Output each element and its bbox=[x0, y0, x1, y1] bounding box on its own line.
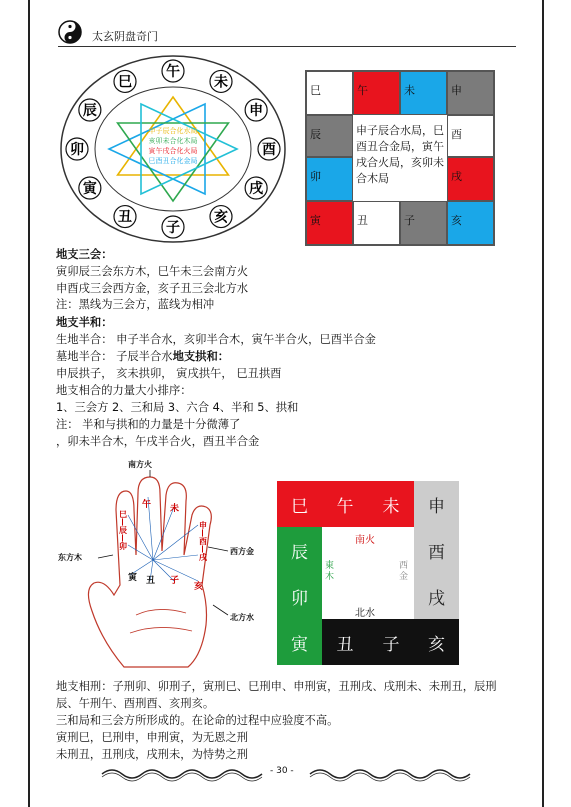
cell-label: 巳 bbox=[310, 84, 321, 97]
cell-label: 午 bbox=[357, 84, 368, 97]
section-heading-gonghe: 地支拱和： bbox=[172, 350, 230, 363]
cell-label: 卯 bbox=[310, 170, 321, 183]
text-line: 注：黑线为三会方，蓝线为相冲 bbox=[56, 298, 215, 311]
hand-branch-left-column: 巳—辰—卯 bbox=[118, 510, 128, 550]
yin-yang-icon bbox=[58, 20, 86, 44]
branch-label: 巳 bbox=[118, 74, 132, 91]
cell-mao bbox=[306, 157, 353, 201]
center-line: 合木局 bbox=[356, 172, 389, 185]
center-line: 戌合火局，亥卯未 bbox=[356, 156, 444, 169]
section-heading-banhe: 地支半和： bbox=[56, 316, 113, 329]
pointer-line bbox=[208, 547, 228, 551]
wheel-center-line: 亥卯未合化木局 bbox=[148, 137, 198, 145]
branch-label: 酉 bbox=[262, 142, 276, 158]
branch-label: 亥 bbox=[214, 209, 228, 226]
page-border-left bbox=[28, 0, 30, 807]
wheel-center-line: 寅午戌合化火局 bbox=[148, 147, 198, 155]
g2-label-dongmu: 東木 bbox=[325, 561, 335, 582]
text-line: 寅刑巳，巳刑申，申刑寅，为无恩之刑 bbox=[56, 731, 249, 744]
page-number: - 30 - bbox=[270, 766, 294, 776]
cell-chen bbox=[306, 115, 353, 157]
pointer-line bbox=[98, 555, 113, 558]
g2-cell-wei: 未 bbox=[368, 481, 414, 527]
text-line: 生地半合： 申子半合水，亥卯半合木，寅午半合火，巳酉半合金 bbox=[56, 333, 376, 346]
branch-label: 戌 bbox=[249, 181, 264, 197]
grid1-center-text bbox=[356, 123, 444, 187]
wheel-center-line: 巳酉丑合化金局 bbox=[148, 157, 198, 165]
cell-label: 辰 bbox=[310, 128, 321, 141]
hand-label-south: 南方火 bbox=[128, 460, 152, 469]
g2-cell-wu: 午 bbox=[322, 481, 368, 527]
text-line: 注： 半和与拱和的力量是十分微薄了 bbox=[56, 418, 241, 431]
hand-branch-zi: 子 bbox=[170, 576, 180, 586]
text-line: 地支相刑：子刑卯、卯刑子，寅刑巳、巳刑申、申刑寅，丑刑戌、戌刑未、未刑丑，辰刑 bbox=[56, 680, 497, 693]
cell-label: 亥 bbox=[451, 214, 462, 227]
text-line: 地支相合的力量大小排序： bbox=[56, 384, 192, 397]
g2-cell-mao: 卯 bbox=[277, 573, 322, 619]
hand-label-west: 西方金 bbox=[230, 547, 254, 556]
cell-label: 丑 bbox=[357, 214, 368, 227]
wheel-center-line: 申子辰合化水局 bbox=[148, 127, 198, 135]
text-line: 未刑丑，丑刑戌，戌刑未，为恃势之刑 bbox=[56, 748, 249, 761]
branch-label: 丑 bbox=[118, 209, 132, 226]
cell-you bbox=[447, 115, 494, 157]
g2-label-xijin: 西金 bbox=[399, 561, 409, 582]
text-line: ，卯未半合木，午戌半合火，酉丑半合金 bbox=[56, 435, 260, 448]
g2-cell-chen: 辰 bbox=[277, 527, 322, 573]
page-header bbox=[58, 18, 516, 47]
branch-label: 子 bbox=[166, 220, 180, 236]
text-line: 申酉戌三会西方金，亥子丑三会北方水 bbox=[56, 282, 249, 295]
cell-chou bbox=[353, 201, 400, 245]
center-line: 申子辰合水局，巳 bbox=[356, 124, 444, 137]
g2-cell-yin: 寅 bbox=[277, 619, 322, 665]
page-border-right bbox=[542, 0, 544, 807]
g2-cell-chou: 丑 bbox=[322, 619, 368, 665]
hand-branch-chou: 丑 bbox=[146, 576, 156, 586]
branch-label: 申 bbox=[249, 103, 264, 119]
cell-zi bbox=[400, 201, 447, 245]
hand-branch-wu: 午 bbox=[142, 500, 152, 510]
branch-wheel-diagram bbox=[58, 54, 288, 244]
g2-cell-zi: 子 bbox=[368, 619, 414, 665]
center-line: 酉丑合金局，寅午 bbox=[356, 140, 444, 153]
header-title: 太玄阴盘奇门 bbox=[92, 30, 158, 43]
branch-grid-2 bbox=[277, 481, 459, 665]
text-line: 1、三会方 2、三和局 3、六合 4、半和 5、拱和 bbox=[56, 401, 299, 414]
g2-cell-xu: 戌 bbox=[414, 573, 459, 619]
text-line: 寅卯辰三会东方木，巳午未三会南方火 bbox=[56, 265, 249, 278]
branch-grid-1 bbox=[305, 70, 495, 246]
pointer-line bbox=[213, 605, 228, 615]
text-line bbox=[56, 350, 229, 364]
cell-label: 申 bbox=[451, 84, 462, 97]
branch-label: 辰 bbox=[82, 103, 97, 119]
branch-label: 未 bbox=[214, 74, 228, 91]
cell-label: 未 bbox=[404, 84, 415, 97]
text-line: 三和局和三会方所形成的。在论命的过程中应验度不高。 bbox=[56, 714, 339, 727]
cell-wu bbox=[353, 71, 400, 115]
cell-wei bbox=[400, 71, 447, 115]
g2-label-beishui: 北水 bbox=[355, 608, 375, 619]
hand-branch-yin: 寅 bbox=[128, 573, 138, 583]
hand-branch-wei: 未 bbox=[170, 504, 180, 514]
text-line: 辰、午刑午、酉刑酉、亥刑亥。 bbox=[56, 697, 215, 710]
g2-cell-you: 酉 bbox=[414, 527, 459, 573]
hand-diagram bbox=[58, 455, 273, 670]
hand-branch-right-column: 申—酉—戌 bbox=[198, 521, 208, 561]
cell-xu bbox=[447, 157, 494, 201]
g2-cell-shen: 申 bbox=[414, 481, 459, 527]
branch-label: 卯 bbox=[70, 142, 84, 158]
cell-yin bbox=[306, 201, 353, 245]
g2-cell-si: 巳 bbox=[277, 481, 322, 527]
cell-label: 子 bbox=[404, 214, 415, 227]
hand-label-north: 北方水 bbox=[230, 613, 254, 622]
branch-label: 午 bbox=[166, 64, 180, 80]
cell-si bbox=[306, 71, 353, 115]
cell-shen bbox=[447, 71, 494, 115]
cell-label: 寅 bbox=[310, 214, 321, 227]
branch-label: 寅 bbox=[82, 181, 97, 197]
cell-label: 戌 bbox=[451, 170, 462, 183]
g2-label-nanhuo: 南火 bbox=[355, 535, 375, 546]
hand-label-east: 东方木 bbox=[58, 553, 82, 562]
section-heading-sanhui: 地支三会： bbox=[56, 248, 113, 261]
text-line: 申辰拱子， 亥未拱卯， 寅戌拱午， 巳丑拱酉 bbox=[56, 367, 282, 380]
hand-branch-hai: 亥 bbox=[194, 582, 204, 592]
cell-label: 酉 bbox=[451, 128, 462, 141]
g2-cell-hai: 亥 bbox=[414, 619, 459, 665]
cell-hai bbox=[447, 201, 494, 245]
text-span: 墓地半合： 子辰半合水 bbox=[56, 350, 173, 363]
